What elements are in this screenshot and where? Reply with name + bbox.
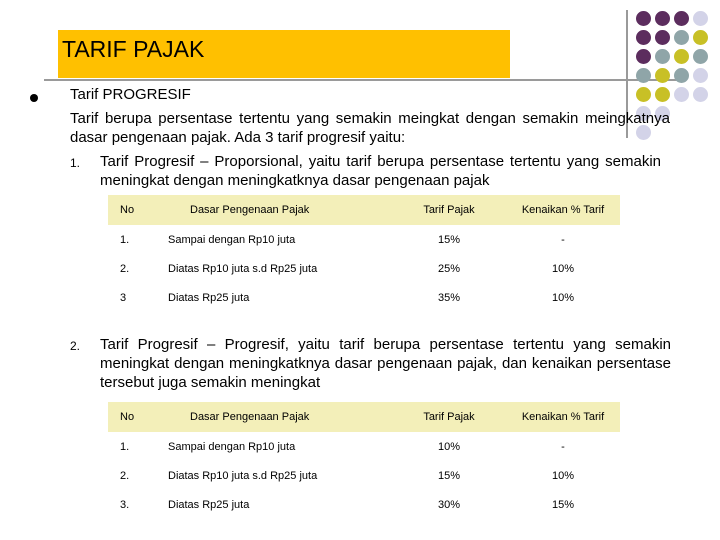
dot-purple [655, 30, 670, 45]
dot-teal [655, 49, 670, 64]
cell-no: 2. [120, 469, 130, 482]
header-kenaikan: Kenaikan % Tarif [506, 195, 620, 225]
table-row [108, 225, 620, 254]
intro-paragraph: Tarif berupa persentase tertentu yang semakin meingkat dengan semakin meingkatnya dasar pengenaan pajak. Ada 3 tarif progresif yaitu: [70, 110, 670, 146]
slide-title: TARIF PAJAK [62, 36, 205, 62]
dot-teal [674, 68, 689, 83]
dot-lilac [693, 68, 708, 83]
cell-no: 2. [120, 262, 130, 275]
dot-teal [674, 30, 689, 45]
dot-olive [674, 49, 689, 64]
cell-dasar: Diatas Rp10 juta s.d Rp25 juta [168, 469, 318, 482]
table-row [108, 432, 620, 461]
cell-kenaikan: - [561, 233, 565, 246]
table-progresif-progresif [108, 402, 620, 519]
bullet-icon [30, 94, 38, 102]
cell-kenaikan: 15% [551, 498, 575, 511]
dot-lilac [693, 87, 708, 102]
cell-dasar: Diatas Rp25 juta [168, 291, 250, 304]
header-dasar: Dasar Pengenaan Pajak [158, 402, 392, 432]
header-tarif: Tarif Pajak [392, 402, 506, 432]
cell-kenaikan: 10% [551, 262, 575, 275]
cell-dasar: Sampai dengan Rp10 juta [168, 440, 296, 453]
item-2-number: 2. [70, 339, 81, 353]
cell-no: 1. [120, 233, 130, 246]
dot-olive [655, 87, 670, 102]
dot-olive [636, 87, 651, 102]
dot-purple [655, 11, 670, 26]
dot-lilac [693, 11, 708, 26]
bullet-heading: Tarif PROGRESIF [70, 86, 191, 103]
cell-kenaikan: 10% [551, 291, 575, 304]
cell-tarif: 15% [437, 469, 461, 482]
cell-tarif: 35% [437, 291, 461, 304]
dot-teal [693, 49, 708, 64]
table-row [108, 461, 620, 490]
header-no: No [108, 402, 158, 432]
item-2-text: Tarif Progresif – Progresif, yaitu tarif berupa persentase tertentu yang semakin meningkat dengan meningkatknya dasar pengenaan pajak, dan kenaikan persentase tersebut juga semakin meningkat [100, 336, 671, 391]
table-progresif-proporsional [108, 195, 620, 312]
table-row [108, 490, 620, 519]
table-row [108, 254, 620, 283]
cell-kenaikan: 10% [551, 469, 575, 482]
header-dasar: Dasar Pengenaan Pajak [158, 195, 392, 225]
cell-tarif: 25% [437, 262, 461, 275]
cell-dasar: Sampai dengan Rp10 juta [168, 233, 296, 246]
cell-tarif: 10% [437, 440, 461, 453]
cell-tarif: 30% [437, 498, 461, 511]
cell-tarif: 15% [437, 233, 461, 246]
dot-purple [636, 11, 651, 26]
dot-purple [636, 30, 651, 45]
cell-no: 3 [120, 291, 127, 304]
dot-olive [655, 68, 670, 83]
header-no: No [108, 195, 158, 225]
cell-no: 3. [120, 498, 130, 511]
dot-purple [674, 11, 689, 26]
dot-lilac [674, 87, 689, 102]
cell-kenaikan: - [561, 440, 565, 453]
item-1-text: Tarif Progresif – Proporsional, yaitu tarif berupa persentase tertentu yang semakin meningkat dengan meningkatknya dasar pengenaan pajak [100, 153, 661, 189]
decorative-horizontal-line [44, 79, 684, 81]
item-1-number: 1. [70, 156, 81, 170]
cell-dasar: Diatas Rp10 juta s.d Rp25 juta [168, 262, 318, 275]
dot-olive [693, 30, 708, 45]
header-tarif: Tarif Pajak [392, 195, 506, 225]
cell-dasar: Diatas Rp25 juta [168, 498, 250, 511]
dot-teal [636, 68, 651, 83]
table-header-row [108, 195, 620, 225]
table-row [108, 283, 620, 312]
dot-purple [636, 49, 651, 64]
cell-no: 1. [120, 440, 130, 453]
table-header-row [108, 402, 620, 432]
header-kenaikan: Kenaikan % Tarif [506, 402, 620, 432]
